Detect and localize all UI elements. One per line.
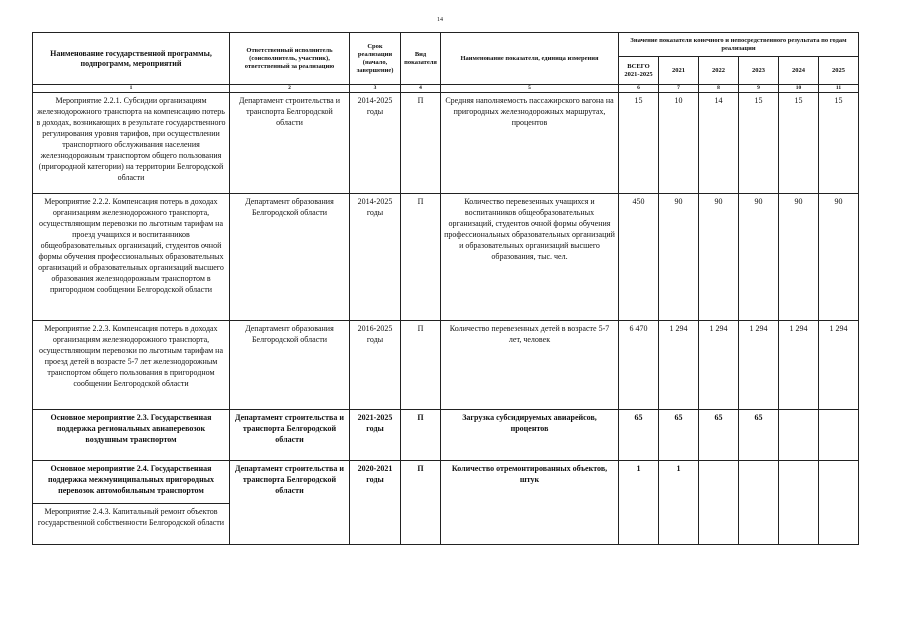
program-table <box>32 32 859 545</box>
row-value-2024 <box>779 461 819 545</box>
row-kind: П <box>401 410 441 461</box>
row-executor: Департамент строительства и транспорта Белгородской области <box>230 93 350 194</box>
row-indicator: Средняя наполняемость пассажирского вагона на пригородных железнодорожных маршрутах, процентов <box>441 93 619 194</box>
header-year-total: ВСЕГО 2021-2025 <box>619 57 659 85</box>
row-kind: П <box>401 194 441 321</box>
row-executor: Департамент образования Белгородской области <box>230 321 350 410</box>
row-name: Мероприятие 2.2.1. Субсидии организациям железнодорожного транспорта на компенсацию потерь в доходах, возникающих в результате государственного регулирования уровня тарифов, при осуществлении транспортного обслуживания населения железнодорожным транспортом общего пользования (пригородной категории) на территории Белгородской области <box>33 93 230 194</box>
table-row <box>33 461 859 504</box>
row-value-2024: 90 <box>779 194 819 321</box>
row-term: 2016-2025 годы <box>350 321 401 410</box>
table-row <box>33 321 859 410</box>
row-term: 2020-2021 годы <box>350 461 401 545</box>
row-executor: Департамент строительства и транспорта Белгородской области <box>230 461 350 545</box>
row-value-2023: 15 <box>739 93 779 194</box>
row-value-2022: 14 <box>699 93 739 194</box>
row-name: Мероприятие 2.2.2. Компенсация потерь в доходах организациям железнодорожного транспорта, осуществляющим перевозки по льготным тарифам на проезд учащихся и воспитанников общеобразовательных организаций, студентов очной формы обучения профессиональных образовательных организаций и образовательных организаций высшего образования железнодорожным транспортом в пригородном сообщении Белгородской области <box>33 194 230 321</box>
row-name: Мероприятие 2.4.3. Капитальный ремонт объектов государственной собственности Белгородской области <box>33 504 230 545</box>
row-value-2022: 65 <box>699 410 739 461</box>
row-name: Основное мероприятие 2.4. Государственная поддержка межмуниципальных пригородных перевозок автомобильным транспортом <box>33 461 230 504</box>
row-kind: П <box>401 321 441 410</box>
row-name: Основное мероприятие 2.3. Государственная поддержка региональных авиаперевозок воздушным транспортом <box>33 410 230 461</box>
row-term: 2014-2025 годы <box>350 93 401 194</box>
row-value-2021: 10 <box>659 93 699 194</box>
row-value-total: 65 <box>619 410 659 461</box>
header-year-2023: 2023 <box>739 57 779 85</box>
row-value-total: 450 <box>619 194 659 321</box>
row-value-2023: 90 <box>739 194 779 321</box>
col-number: 1 <box>33 85 230 93</box>
col-number: 5 <box>441 85 619 93</box>
row-value-total: 15 <box>619 93 659 194</box>
header-year-2025: 2025 <box>819 57 859 85</box>
row-value-2022 <box>699 461 739 545</box>
col-number: 11 <box>819 85 859 93</box>
header-year-2022: 2022 <box>699 57 739 85</box>
col-number: 6 <box>619 85 659 93</box>
row-indicator: Загрузка субсидируемых авиарейсов, процентов <box>441 410 619 461</box>
col-number: 10 <box>779 85 819 93</box>
row-value-2021: 90 <box>659 194 699 321</box>
header-indicator: Наименование показателя, единица измерения <box>441 33 619 85</box>
col-number: 7 <box>659 85 699 93</box>
col-number: 3 <box>350 85 401 93</box>
header-year-2024: 2024 <box>779 57 819 85</box>
row-value-2025: 1 294 <box>819 321 859 410</box>
row-value-total: 6 470 <box>619 321 659 410</box>
row-value-2021: 65 <box>659 410 699 461</box>
row-executor: Департамент строительства и транспорта Белгородской области <box>230 410 350 461</box>
row-value-2025: 15 <box>819 93 859 194</box>
row-value-2023: 65 <box>739 410 779 461</box>
row-value-2023: 1 294 <box>739 321 779 410</box>
row-value-2025 <box>819 410 859 461</box>
row-indicator: Количество отремонтированных объектов, штук <box>441 461 619 545</box>
row-term: 2014-2025 годы <box>350 194 401 321</box>
row-indicator: Количество перевезенных детей в возрасте 5-7 лет, человек <box>441 321 619 410</box>
col-number: 9 <box>739 85 779 93</box>
col-number: 2 <box>230 85 350 93</box>
header-program: Наименование государственной программы, подпрограмм, мероприятий <box>33 33 230 85</box>
row-value-total: 1 <box>619 461 659 545</box>
table-row <box>33 93 859 194</box>
row-value-2022: 1 294 <box>699 321 739 410</box>
header-values-group: Значение показателя конечного и непосредственного результата по годам реализации <box>619 33 859 57</box>
header-kind: Вид показателя <box>401 33 441 85</box>
row-kind: П <box>401 461 441 545</box>
page-number: 14 <box>437 17 443 23</box>
row-value-2024: 1 294 <box>779 321 819 410</box>
row-indicator: Количество перевезенных учащихся и воспитанников общеобразовательных организаций, студентов очной формы обучения профессиональных образовательных организаций и образовательных организаций высшего образования, тыс. чел. <box>441 194 619 321</box>
row-kind: П <box>401 93 441 194</box>
row-value-2022: 90 <box>699 194 739 321</box>
col-number: 4 <box>401 85 441 93</box>
row-value-2025 <box>819 461 859 545</box>
row-value-2021: 1 294 <box>659 321 699 410</box>
header-year-2021: 2021 <box>659 57 699 85</box>
row-value-2023 <box>739 461 779 545</box>
table-row <box>33 194 859 321</box>
row-name: Мероприятие 2.2.3. Компенсация потерь в доходах организациям железнодорожного транспорта, осуществляющим перевозки по льготным тарифам на проезд детей в возрасте 5-7 лет железнодорожным транспортом общего пользования в пригородном сообщении Белгородской области <box>33 321 230 410</box>
row-executor: Департамент образования Белгородской области <box>230 194 350 321</box>
row-value-2024: 15 <box>779 93 819 194</box>
header-term: Срок реализации (начало, завершение) <box>350 33 401 85</box>
col-number: 8 <box>699 85 739 93</box>
row-value-2024 <box>779 410 819 461</box>
table-row <box>33 410 859 461</box>
row-term: 2021-2025 годы <box>350 410 401 461</box>
row-value-2021: 1 <box>659 461 699 545</box>
row-value-2025: 90 <box>819 194 859 321</box>
header-executor: Ответственный исполнитель (соисполнитель, участник), ответственный за реализацию <box>230 33 350 85</box>
